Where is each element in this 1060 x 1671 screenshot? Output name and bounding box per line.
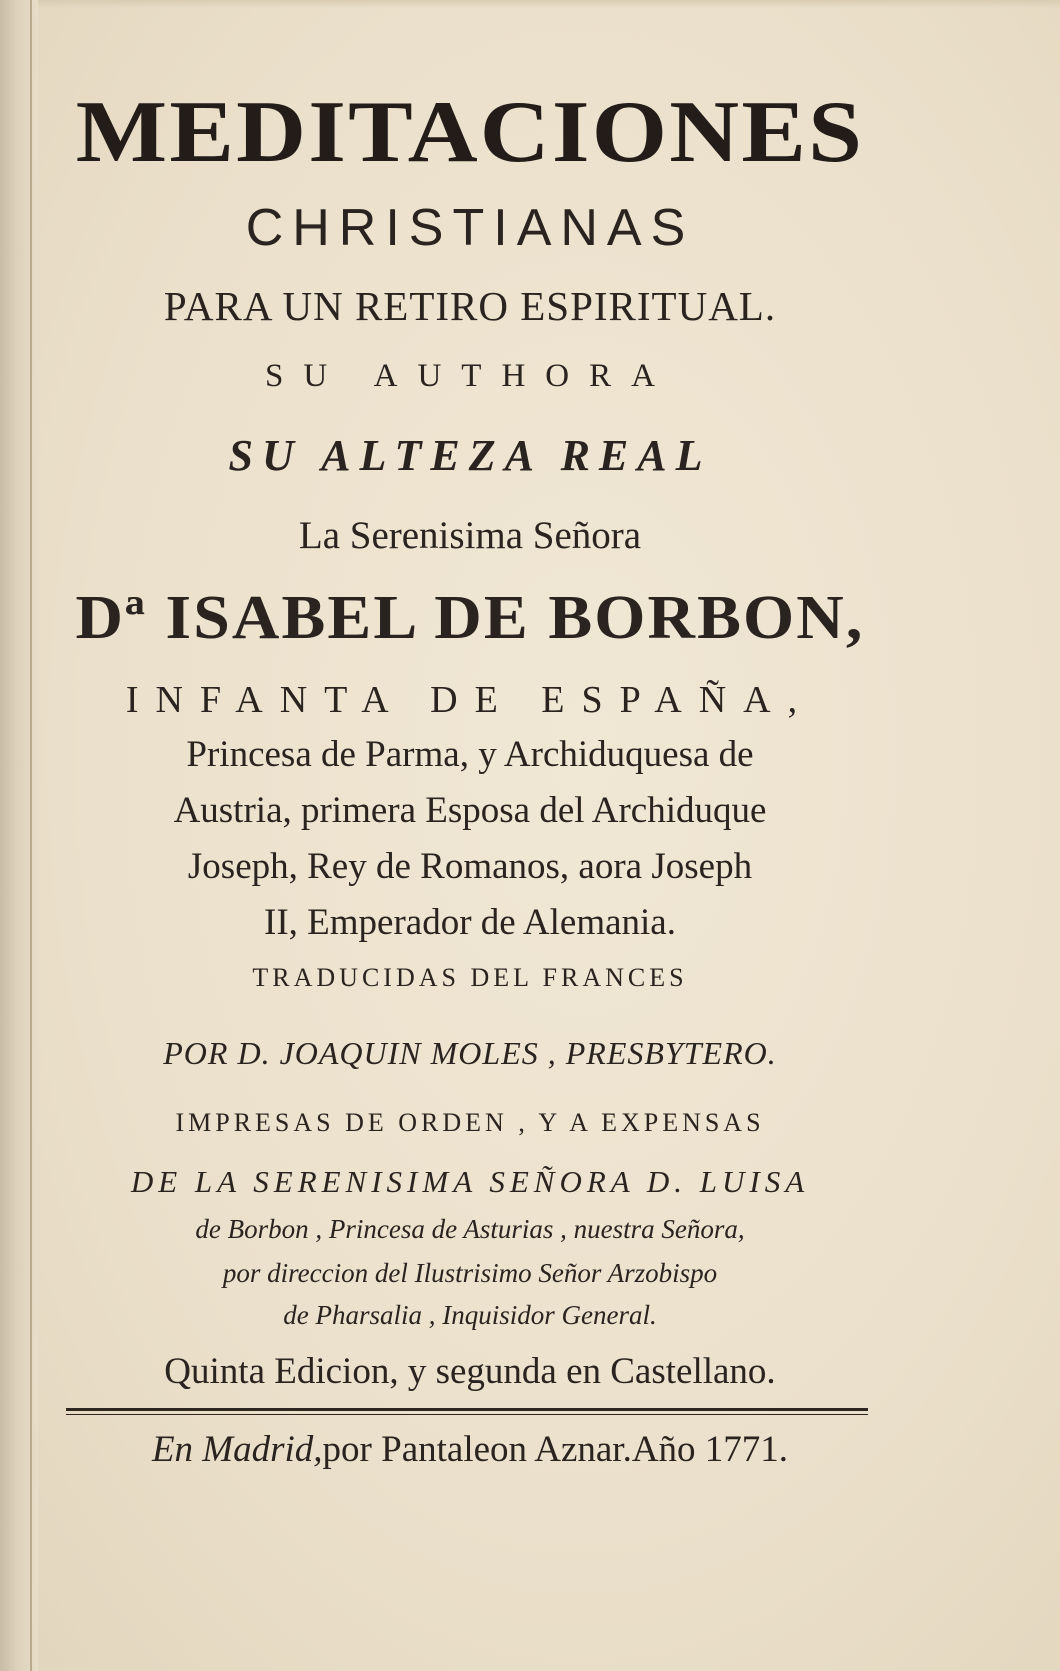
imprint-place: En Madrid, bbox=[151, 1429, 323, 1470]
author-title: INFANTA DE ESPAÑA, bbox=[125, 679, 815, 721]
translation-note: TRADUCIDAS DEL FRANCES bbox=[252, 963, 688, 992]
page-top-edge bbox=[38, 0, 1060, 8]
author-desc-line: Joseph, Rey de Romanos, aora Joseph bbox=[187, 846, 753, 887]
patron-line: DE LA SERENISIMA SEÑORA D. LUISA bbox=[130, 1164, 810, 1199]
author-desc-line: Austria, primera Esposa del Archiduque bbox=[173, 790, 767, 831]
author-intro: SU AUTHORA bbox=[265, 358, 675, 394]
author-desc-line: Princesa de Parma, y Archiduquesa de bbox=[186, 734, 754, 775]
imprint-rule-thin bbox=[66, 1414, 868, 1415]
title-subtitle: CHRISTIANAS bbox=[245, 199, 695, 257]
author-desc-line: II, Emperador de Alemania. bbox=[264, 902, 676, 943]
author-rank: SU ALTEZA REAL bbox=[228, 431, 712, 480]
book-binding bbox=[0, 0, 38, 1671]
binding-edge bbox=[30, 0, 32, 1671]
patron-desc-line: por direccion del Ilustrisimo Señor Arzobispo bbox=[222, 1258, 718, 1288]
title-purpose: PARA UN RETIRO ESPIRITUAL. bbox=[163, 283, 777, 329]
patron-desc-line: de Pharsalia , Inquisidor General. bbox=[283, 1300, 657, 1330]
title-main: MEDITACIONES bbox=[75, 84, 865, 181]
imprint-line bbox=[60, 1428, 880, 1471]
imprint-rule-thick bbox=[66, 1408, 868, 1411]
edition-line: Quinta Edicion, y segunda en Castellano. bbox=[164, 1351, 776, 1392]
imprint-printer-year: por Pantaleon Aznar.Año 1771. bbox=[322, 1429, 789, 1470]
translator-line: POR D. JOAQUIN MOLES , PRESBYTERO. bbox=[163, 1035, 777, 1071]
author-honorific: La Serenisima Señora bbox=[298, 514, 642, 557]
patron-desc-line: de Borbon , Princesa de Asturias , nuestra Señora, bbox=[195, 1214, 745, 1244]
printing-note: IMPRESAS DE ORDEN , Y A EXPENSAS bbox=[175, 1108, 765, 1137]
author-name: Dª ISABEL DE BORBON, bbox=[75, 584, 865, 652]
